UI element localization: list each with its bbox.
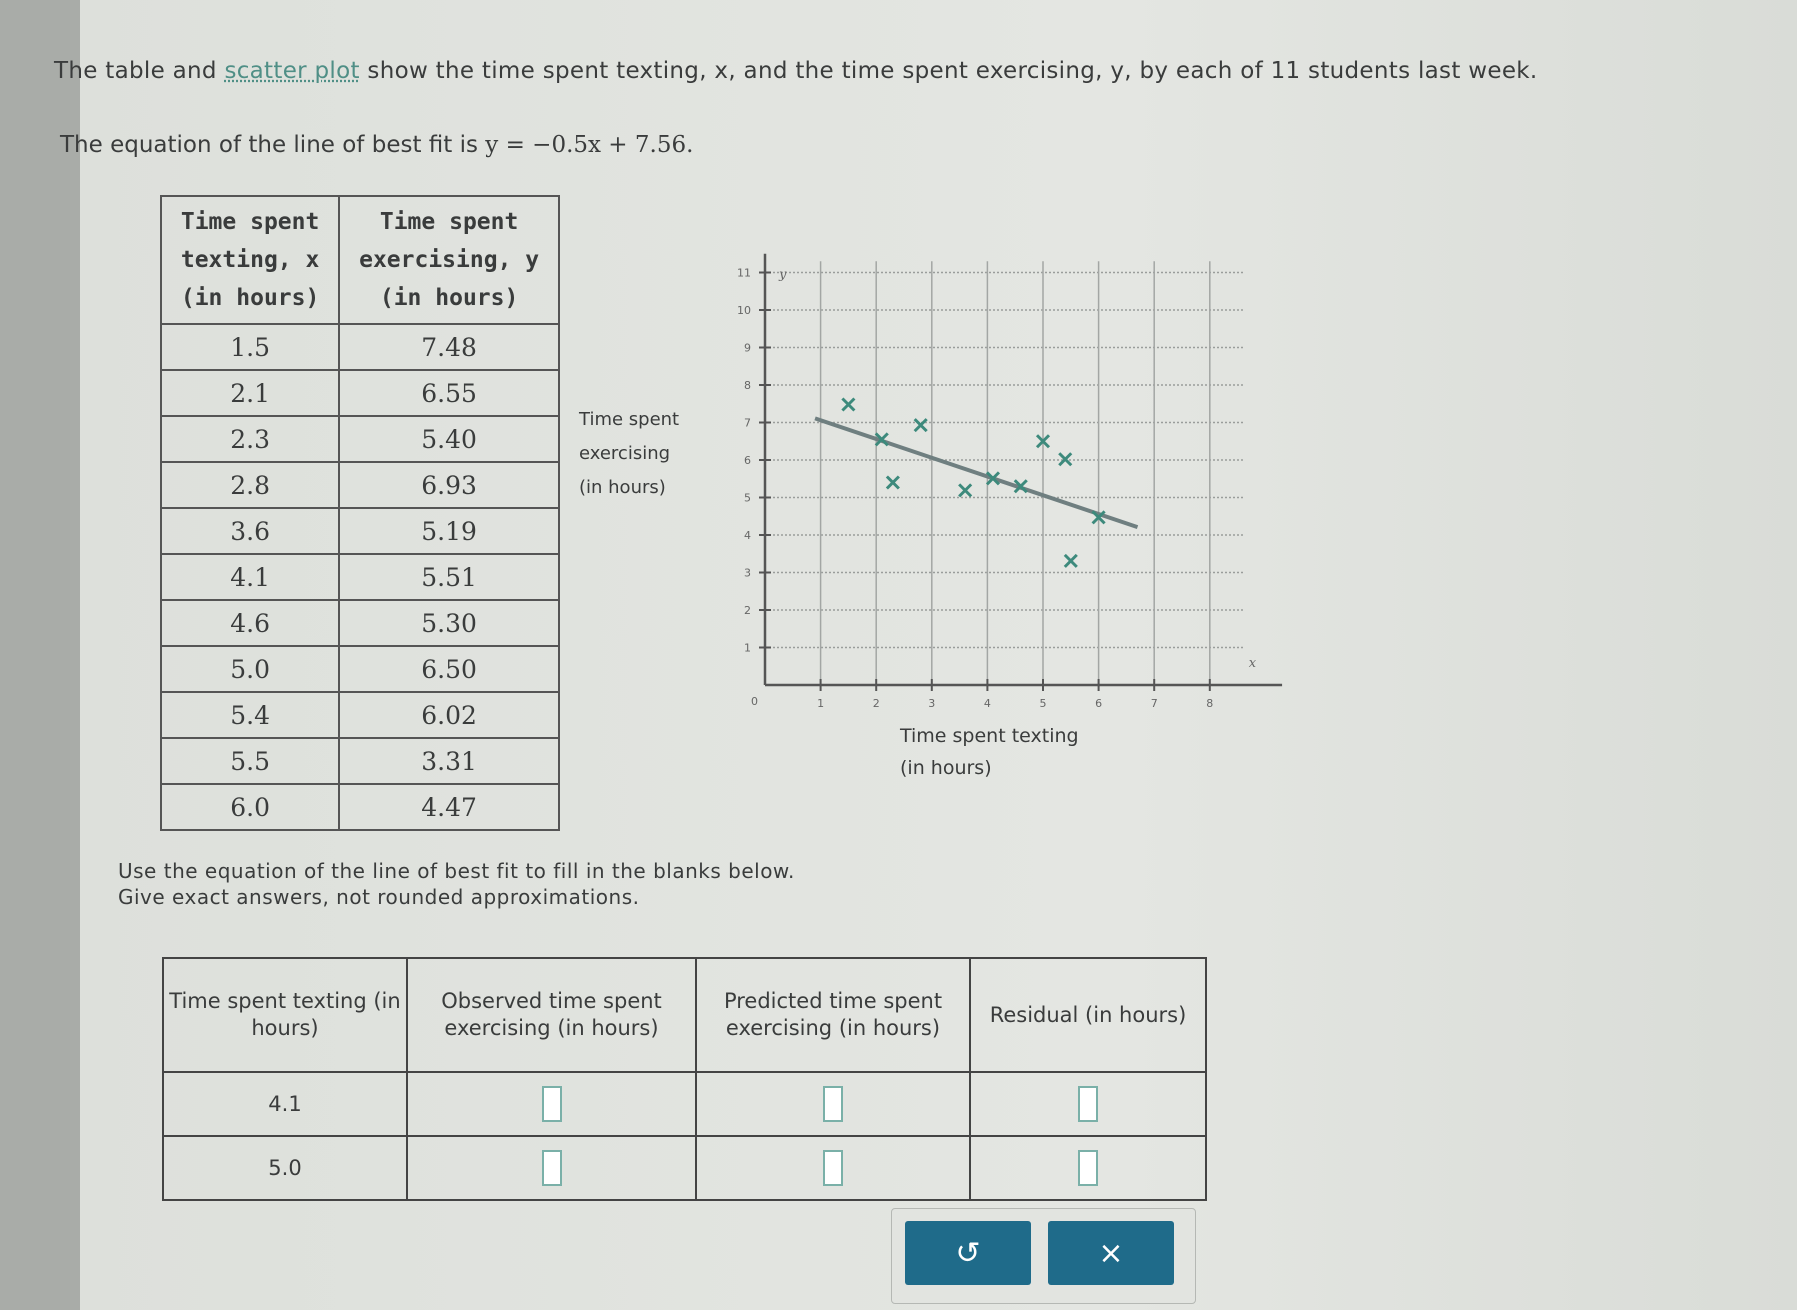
x-tick-label: 7 — [1150, 697, 1158, 710]
exercising-value: 6.55 — [339, 370, 559, 416]
y-axis-label: Time spent exercising (in hours) — [579, 409, 680, 498]
clear-button[interactable] — [1048, 1221, 1174, 1285]
texting-value: 5.0 — [161, 646, 339, 692]
x-value: 4.1 — [163, 1072, 407, 1136]
x-axis-label: Time spent texting (in hours) — [900, 725, 1079, 779]
equation: y = −0.5x + 7.56. — [485, 132, 694, 158]
observed-input[interactable] — [542, 1086, 562, 1122]
reset-button[interactable] — [905, 1221, 1031, 1285]
exercising-value: 3.31 — [339, 738, 559, 784]
y-tick-label: 6 — [744, 454, 751, 467]
texting-value: 2.3 — [161, 416, 339, 462]
equation-prefix: The equation of the line of best fit is — [60, 132, 486, 158]
x-tick-label: 1 — [817, 697, 825, 710]
intro-text-rest: show the time spent texting, x, and the time spent exercising, y, by each of 11 students last week. — [359, 58, 1538, 84]
data-point-marker — [842, 399, 854, 411]
data-point-marker — [959, 484, 971, 496]
table-row — [163, 1136, 1206, 1200]
x-tick-label: 5 — [1039, 697, 1047, 710]
predicted-input[interactable] — [823, 1086, 843, 1122]
instruction-line: Use the equation of the line of best fit to fill in the blanks below. — [118, 859, 795, 883]
y-tick-label: 3 — [744, 566, 751, 580]
exercising-value: 6.50 — [339, 646, 559, 692]
header-predicted: Predicted time spent exercising (in hours) — [696, 958, 970, 1072]
y-axis-letter: y — [779, 267, 787, 283]
close-icon: × — [1098, 1235, 1124, 1271]
intro-text: The table and — [54, 58, 225, 84]
texting-value: 2.1 — [161, 370, 339, 416]
y-tick-label: 11 — [737, 266, 751, 280]
residual-input[interactable] — [1078, 1086, 1098, 1122]
x-tick-label: 3 — [928, 697, 936, 710]
exercising-value: 6.02 — [339, 692, 559, 738]
exercising-value: 5.30 — [339, 600, 559, 646]
x-axis-letter: x — [1248, 656, 1257, 671]
exercising-value: 5.51 — [339, 554, 559, 600]
texting-value: 3.6 — [161, 508, 339, 554]
y-tick-label: 2 — [744, 604, 751, 617]
texting-value: 4.6 — [161, 600, 339, 646]
data-point-marker — [1065, 555, 1077, 567]
best-fit-line — [815, 418, 1137, 527]
data-point-marker — [915, 419, 927, 431]
y-tick-label: 5 — [744, 491, 751, 505]
exercising-value: 4.47 — [339, 784, 559, 830]
exercising-value: 7.48 — [339, 324, 559, 370]
x-tick-label: 2 — [872, 697, 880, 710]
x-tick-label: 8 — [1206, 697, 1214, 710]
exercising-value: 5.19 — [339, 508, 559, 554]
predicted-input[interactable] — [823, 1150, 843, 1186]
y-tick-label: 7 — [744, 416, 751, 430]
y-tick-label: 9 — [744, 341, 751, 355]
y-tick-label: 4 — [744, 529, 751, 542]
x-tick-label: 4 — [983, 697, 991, 710]
residual-input[interactable] — [1078, 1150, 1098, 1186]
y-tick-label: 8 — [744, 379, 751, 392]
action-buttons — [891, 1208, 1196, 1304]
texting-value: 1.5 — [161, 324, 339, 370]
table-row — [163, 1072, 1206, 1136]
texting-value: 6.0 — [161, 784, 339, 830]
scatter-plot-link[interactable]: scatter plot — [224, 58, 360, 84]
header-observed: Observed time spent exercising (in hours) — [407, 958, 696, 1072]
y-tick-label: 10 — [737, 304, 751, 317]
x-tick-label: 6 — [1095, 697, 1103, 710]
x-value: 5.0 — [163, 1136, 407, 1200]
undo-icon: ↺ — [955, 1235, 981, 1271]
header-exercising: Time spent exercising, y (in hours) — [339, 196, 559, 324]
instructions — [118, 858, 795, 910]
y-tick-label: 1 — [744, 641, 751, 655]
instruction-line: Give exact answers, not rounded approximations. — [118, 885, 640, 909]
observed-input[interactable] — [542, 1150, 562, 1186]
exercising-value: 6.93 — [339, 462, 559, 508]
exercising-value: 5.40 — [339, 416, 559, 462]
header-x: Time spent texting (in hours) — [163, 958, 407, 1072]
header-texting: Time spent texting, x (in hours) — [161, 196, 339, 324]
texting-value: 4.1 — [161, 554, 339, 600]
header-residual: Residual (in hours) — [970, 958, 1206, 1072]
data-point-marker — [887, 477, 899, 489]
texting-value: 5.4 — [161, 692, 339, 738]
texting-value: 2.8 — [161, 462, 339, 508]
texting-value: 5.5 — [161, 738, 339, 784]
origin-label: 0 — [751, 695, 758, 708]
answer-table — [162, 957, 1207, 1201]
